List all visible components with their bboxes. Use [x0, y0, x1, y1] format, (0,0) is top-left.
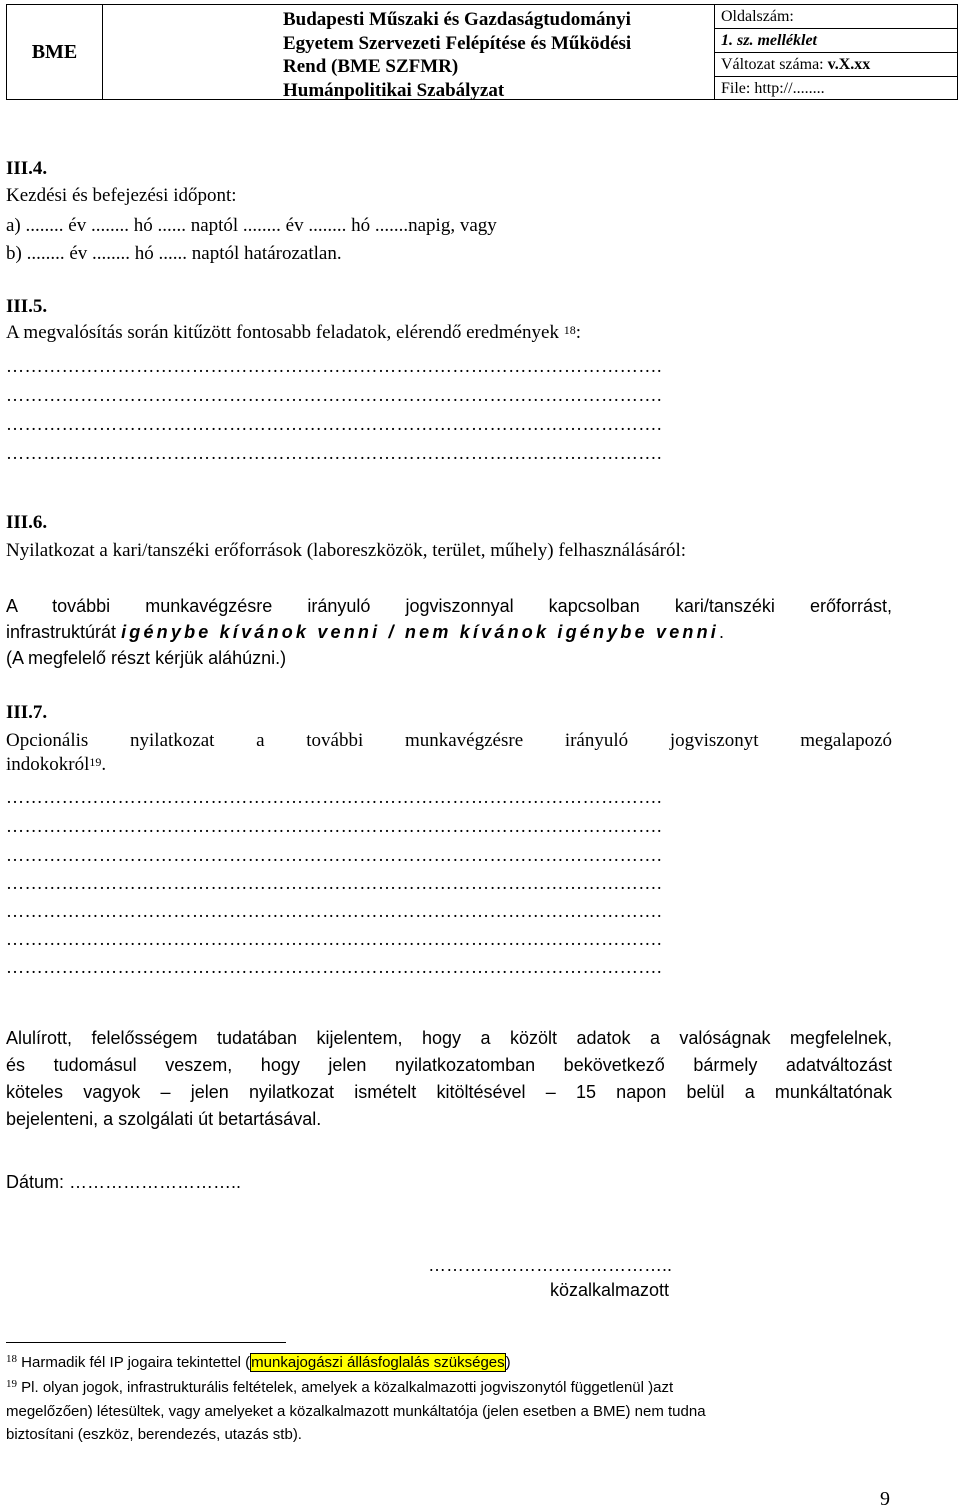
indefinite-option: b) ........ év ........ hó ...... naptól határozatlan.	[6, 243, 342, 264]
signature-label: közalkalmazott	[550, 1280, 670, 1300]
start-date-option: a) ........ év ........ hó ...... naptól ........ év ........ hó .......napig, vagy	[6, 215, 497, 236]
fill-in-line: …………………………………………………………………………………………….	[6, 443, 663, 463]
footnote-separator	[6, 1342, 286, 1343]
fill-in-line: …………………………………………………………………………………………….	[6, 929, 663, 949]
footnote-ref: 18	[563, 323, 576, 337]
section-number: III.5.	[6, 296, 48, 317]
annex-label: 1. sz. melléklet	[715, 29, 957, 53]
section-title: Opcionális nyilatkozat a további munkavégzésre irányuló jogviszonyt megalapozó	[6, 730, 892, 751]
footnote-ref: 19	[89, 755, 102, 769]
header-title-cell	[103, 5, 715, 99]
document-header	[6, 4, 958, 100]
fill-in-line: …………………………………………………………………………………………….	[6, 385, 663, 405]
section-number: III.7.	[6, 702, 48, 723]
page-label: Oldalszám:	[715, 5, 957, 29]
statement-line: köteles vagyok – jelen nyilatkozat ismételt kitöltésével – 15 napon belül a munkáltatónak	[6, 1082, 892, 1102]
file-label: File: http://........	[721, 80, 825, 97]
resource-choice-options: igénybe kívánok venni / nem kívánok igénybe venni	[121, 622, 720, 642]
version-label: Változat száma:	[721, 56, 828, 73]
header-title-line: Egyetem Szervezeti Felépítése és Működési	[283, 32, 632, 54]
header-logo-cell	[7, 5, 103, 99]
instruction-note: (A megfelelő részt kérjük aláhúzni.)	[6, 648, 287, 668]
fill-in-line: …………………………………………………………………………………………….	[6, 414, 663, 434]
date-fill-line: ………………………..	[64, 1172, 242, 1192]
section-title-cont: indokokról$^{19}$.	[6, 754, 107, 775]
page-number: 9	[880, 1488, 890, 1510]
footnote-18: $^{18}$ Harmadik fél IP jogaira tekintettel (munkajogászi állásfoglalás szükséges)	[6, 1353, 511, 1371]
statement-line: Alulírott, felelősségem tudatában kijelentem, hogy a közölt adatok a valóságnak megfelelnek,	[6, 1028, 892, 1048]
section-number: III.4.	[6, 158, 48, 179]
date-field	[6, 1172, 241, 1193]
resource-choice-line: infrastruktúrát igénybe kívánok venni / nem kívánok igénybe venni.	[6, 622, 725, 642]
section-title: Nyilatkozat a kari/tanszéki erőforrások (laboreszközök, terület, műhely) felhasználásáról:	[6, 540, 687, 561]
header-title-line: Budapesti Műszaki és Gazdaságtudományi	[283, 9, 631, 30]
footnote-19-cont: megelőzően) létesültek, vagy amelyeket a közalkalmazott munkáltatója (jelen esetben a BME) nem tudna	[6, 1403, 706, 1420]
institution-logo-text: BME	[31, 40, 78, 63]
header-meta-cell	[715, 5, 957, 99]
signature-line: …………………………………..	[428, 1255, 673, 1275]
fill-in-line: …………………………………………………………………………………………….	[6, 816, 663, 836]
section-title: A megvalósítás során kitűzött fontosabb feladatok, elérendő eredmények $^{18}$:	[6, 322, 581, 343]
version-row	[715, 53, 957, 77]
date-label: Dátum:	[6, 1172, 65, 1192]
statement-line: bejelenteni, a szolgálati út betartásával.	[6, 1109, 322, 1129]
header-title-line: Rend (BME SZFMR)	[283, 56, 459, 77]
fill-in-line: …………………………………………………………………………………………….	[6, 957, 663, 977]
statement-line: és tudomásul veszem, hogy jelen nyilatkozatomban bekövetkező bármely adatváltozást	[6, 1055, 892, 1075]
highlighted-note: munkajogászi állásfoglalás szükséges	[251, 1354, 505, 1371]
footnote-19-cont: biztosítani (eszköz, berendezés, utazás stb).	[6, 1426, 302, 1443]
section-title: Kezdési és befejezési időpont:	[6, 185, 237, 206]
fill-in-line: …………………………………………………………………………………………….	[6, 845, 663, 865]
fill-in-line: …………………………………………………………………………………………….	[6, 901, 663, 921]
section-number: III.6.	[6, 512, 48, 533]
version-value: v.X.xx	[827, 56, 871, 73]
footnote-19: $^{19}$ Pl. olyan jogok, infrastrukturális feltételek, amelyek a közalkalmazotti jogviszonytól függetlenül )azt	[6, 1378, 674, 1396]
fill-in-line: …………………………………………………………………………………………….	[6, 356, 663, 376]
header-title-line: Humánpolitikai Szabályzat	[283, 79, 505, 101]
resource-paragraph-line: A további munkavégzésre irányuló jogviszonnyal kapcsolban kari/tanszéki erőforrást,	[6, 596, 892, 616]
fill-in-line: …………………………………………………………………………………………….	[6, 787, 663, 807]
fill-in-line: …………………………………………………………………………………………….	[6, 873, 663, 893]
